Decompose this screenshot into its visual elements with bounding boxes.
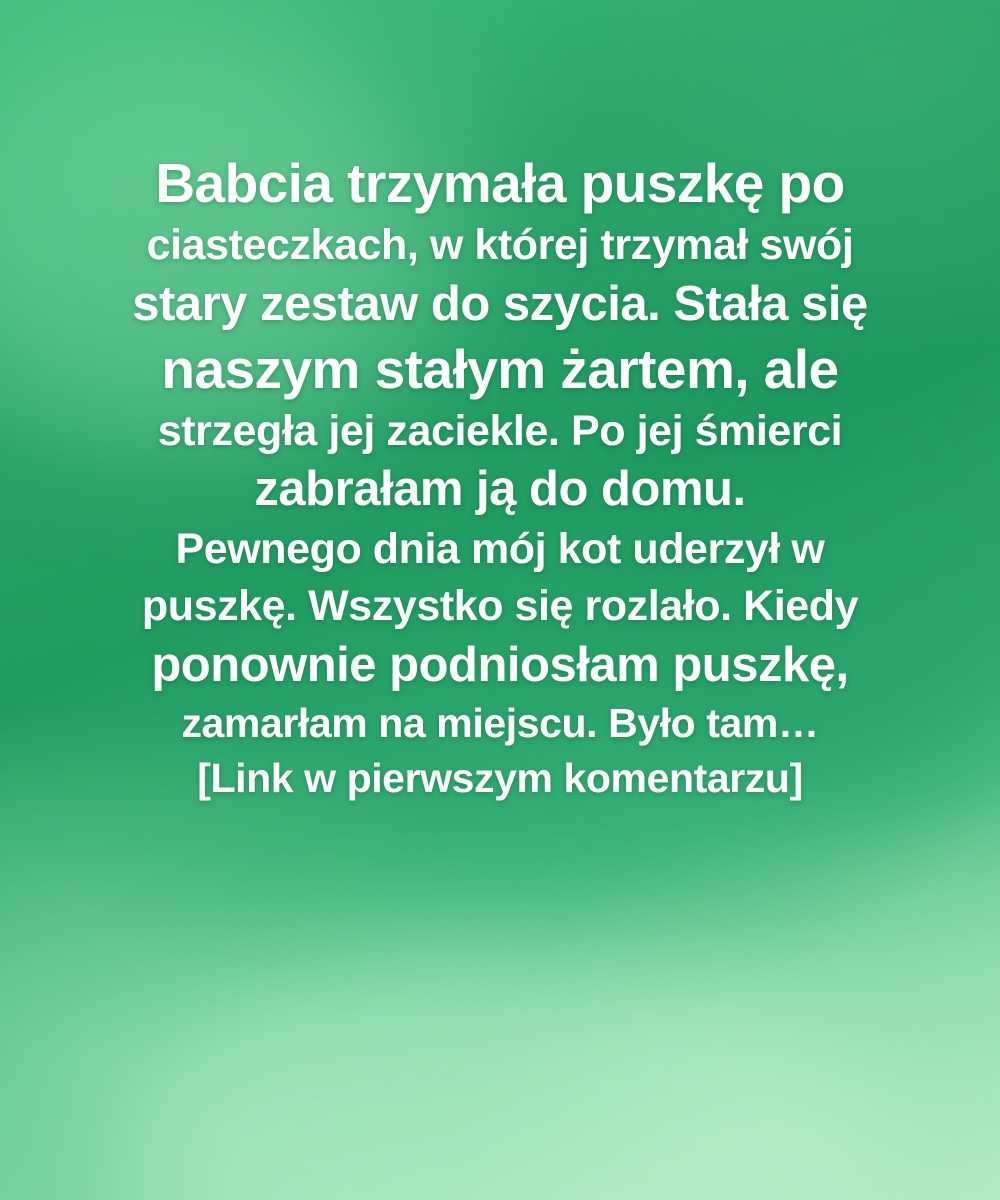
caption-line: zabrałam ją do domu.: [254, 462, 746, 517]
caption-line: ponownie podniosłam puszkę,: [151, 637, 849, 692]
caption-line: stary zestaw do szycia. Stała się: [132, 276, 868, 331]
caption-line: zamarłam na miejscu. Było tam…: [181, 700, 819, 747]
caption-link-note: [Link w pierwszym komentarzu]: [197, 755, 803, 802]
caption-line: Pewnego dnia mój kot uderzył w: [175, 525, 825, 574]
caption-line: puszkę. Wszystko się rozlało. Kiedy: [141, 581, 859, 630]
caption-line: strzegła jej zaciekle. Po jej śmierci: [157, 406, 843, 455]
caption-line: naszym stałym żartem, ale: [161, 337, 839, 400]
caption-line: Babcia trzymała puszkę po: [155, 152, 845, 214]
caption-line: ciasteczkach, w której trzymał swój: [146, 221, 854, 270]
